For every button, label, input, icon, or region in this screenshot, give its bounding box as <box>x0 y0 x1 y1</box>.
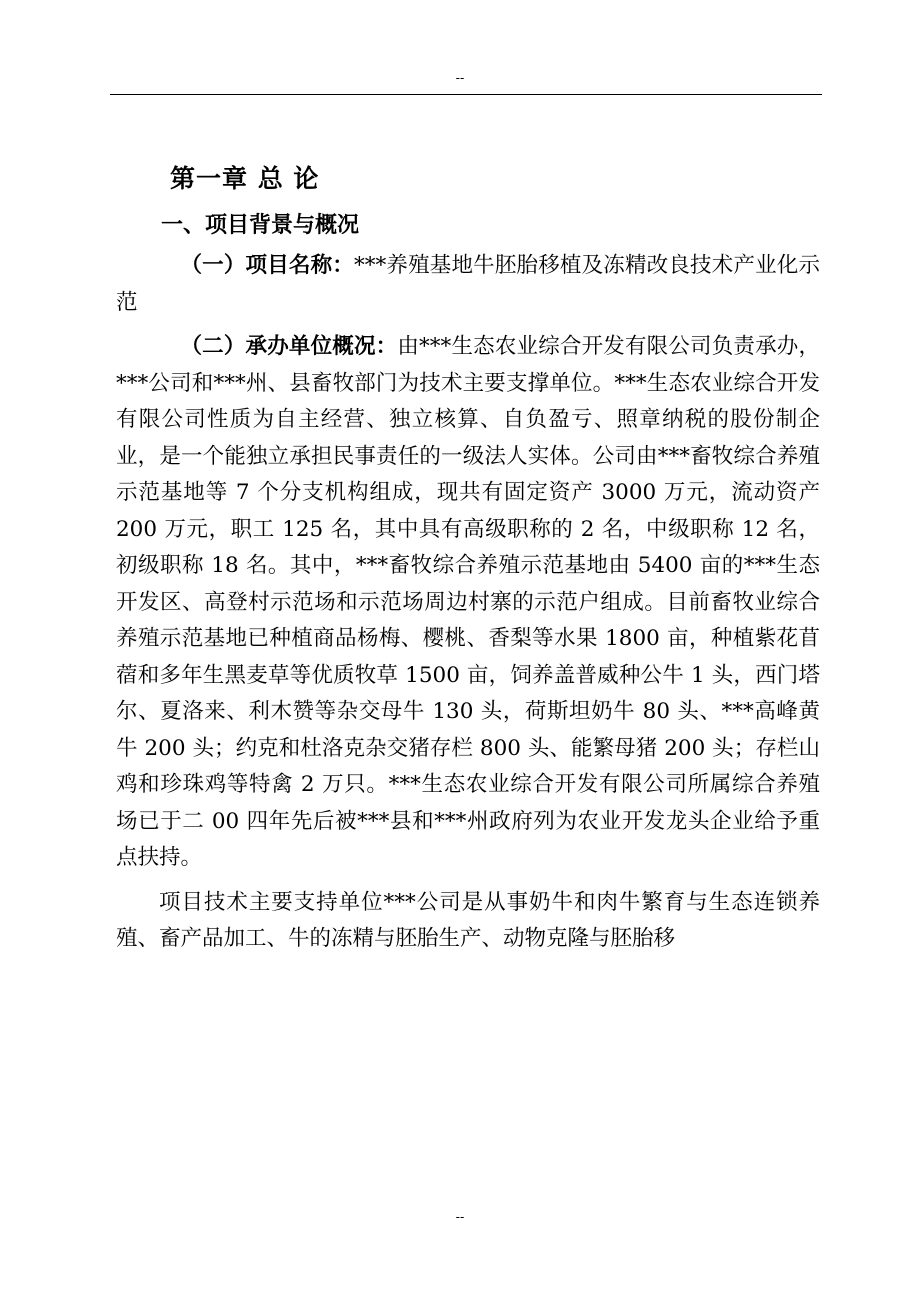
item-label-organizer: （二）承办单位概况： <box>180 334 398 359</box>
page-header-mark: -- <box>455 70 465 85</box>
item-label-project-name: （一）项目名称： <box>180 253 354 278</box>
paragraph-tech-support: 项目技术主要支持单位***公司是从事奶牛和肉牛繁育与生态连锁养殖、畜产品加工、牛的冻精与胚胎生产、动物克隆与胚胎移 <box>116 889 820 951</box>
page-footer-mark: -- <box>455 1209 465 1224</box>
document-body <box>116 156 820 958</box>
project-name-text: ***养殖基地牛胚胎移植及冻精改良技术产业化示范 <box>116 253 820 315</box>
header-rule <box>110 94 822 95</box>
paragraph-project-name <box>116 248 820 321</box>
organizer-text: 由***生态农业综合开发有限公司负责承办，***公司和***州、县畜牧部门为技术主要支撑单位。***生态农业综合开发有限公司性质为自主经营、独立核算、自负盈亏、照章纳税的股份制企业，是一个能独立承担民事责任的一级法人实体。公司由***畜牧综合养殖示范基地等 7 个分支机构组成，现共有固定资产 3000 万元，流动资产 200 万元，职工 125 名，其中具有高级职称的 2 名，中级职称 12 名，初级职称 18 名。其中，***畜牧综合养殖示范基地由 5400 亩的***生态开发区、高登村示范场和示范场周边村寨的示范户组成。目前畜牧业综合养殖示范基地已种植商品杨梅、樱桃、香梨等水果 1800 亩，种植紫花苜蓿和多年生黑麦草等优质牧草 1500 亩，饲养盖普威种公牛 1 头，西门塔尔、夏洛来、利木赞等杂交母牛 130 头，荷斯坦奶牛 80 头、***高峰黄牛 200 头；约克和杜洛克杂交猪存栏 800 头、能繁母猪 200 头；存栏山鸡和珍珠鸡等特禽 2 万只。***生态农业综合开发有限公司所属综合养殖场已于二 00 四年先后被***县和***州政府列为农业开发龙头企业给予重点扶持。 <box>116 334 820 870</box>
section-title: 一、项目背景与概况 <box>161 212 360 238</box>
chapter-title: 第一章 总 论 <box>170 164 320 193</box>
paragraph-organizer <box>116 329 820 877</box>
